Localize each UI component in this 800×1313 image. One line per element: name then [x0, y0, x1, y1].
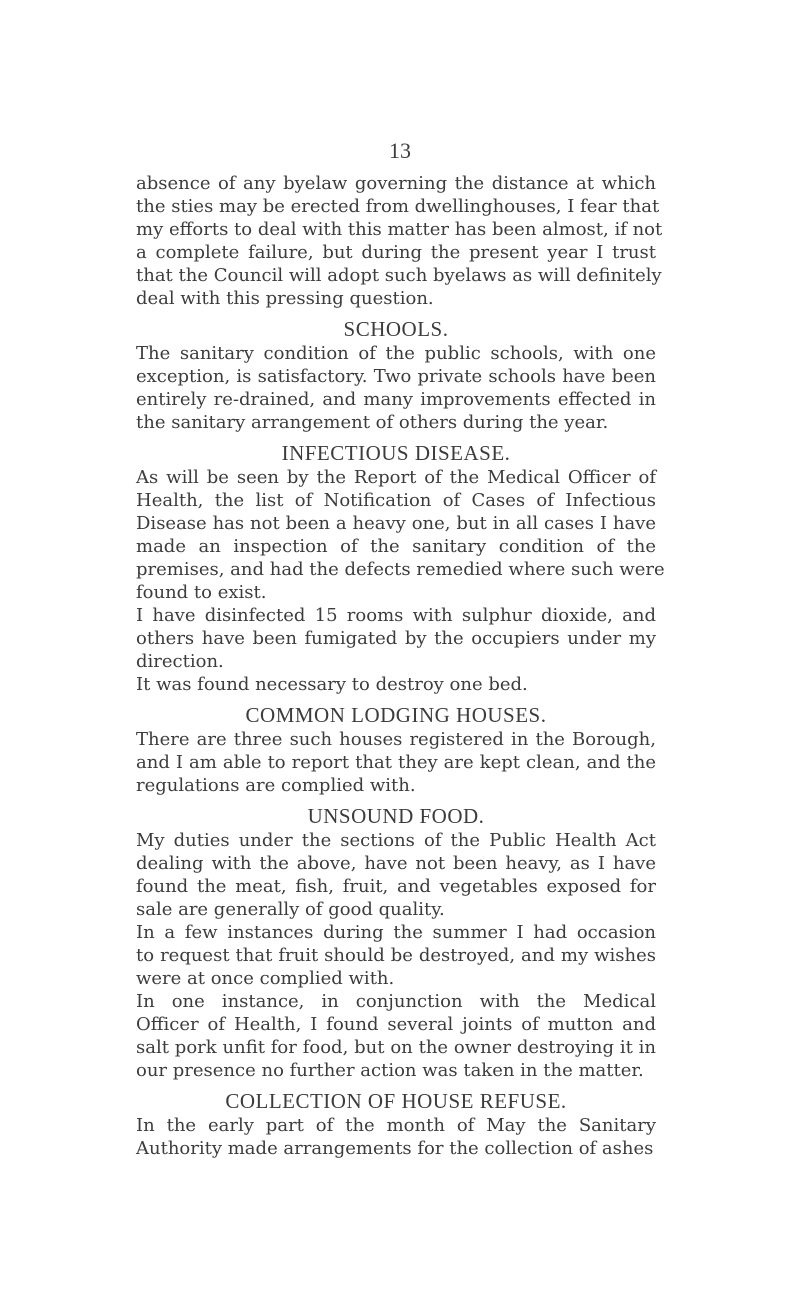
text-line: In a few instances during the summer I had occasion	[136, 922, 656, 943]
section-heading: SCHOOLS.	[343, 317, 449, 341]
text-line: It was found necessary to destroy one bed.	[136, 674, 528, 695]
section-heading: UNSOUND FOOD.	[307, 804, 485, 828]
text-line: premises, and had the defects remedied where such were	[136, 559, 665, 580]
paragraph	[136, 604, 656, 673]
text-line: Officer of Health, I found several joints of mutton and	[136, 1014, 656, 1035]
text-line: my efforts to deal with this matter has been almost, if not	[136, 219, 663, 240]
text-line: sale are generally of good quality.	[136, 899, 445, 920]
text-line: Disease has not been a heavy one, but in all cases I have	[136, 513, 656, 534]
text-line: absence of any byelaw governing the distance at which	[136, 173, 656, 194]
body-text	[136, 172, 665, 1160]
text-line: the sanitary arrangement of others during the year.	[136, 412, 609, 433]
text-line: dealing with the above, have not been heavy, as I have	[136, 853, 656, 874]
text-line: There are three such houses registered in the Borough,	[136, 729, 656, 750]
text-line: The sanitary condition of the public schools, with one	[136, 343, 656, 364]
text-line: Authority made arrangements for the collection of ashes	[136, 1138, 654, 1159]
text-line: found the meat, fish, fruit, and vegetables exposed for	[136, 876, 656, 897]
section-heading: COLLECTION OF HOUSE REFUSE.	[225, 1089, 567, 1113]
paragraph	[136, 673, 656, 696]
text-line: entirely re-drained, and many improvements effected in	[136, 389, 656, 410]
paragraph	[136, 342, 656, 434]
text-line: In the early part of the month of May the Sanitary	[136, 1115, 656, 1136]
text-line: and I am able to report that they are kept clean, and the	[136, 752, 656, 773]
text-line: deal with this pressing question.	[136, 288, 434, 309]
text-line: exception, is satisfactory. Two private schools have been	[136, 366, 656, 387]
text-line: were at once complied with.	[136, 968, 395, 989]
text-line: to request that fruit should be destroyed, and my wishes	[136, 945, 656, 966]
section-heading: COMMON LODGING HOUSES.	[245, 703, 547, 727]
paragraph	[136, 829, 656, 921]
text-line: our presence no further action was taken in the matter.	[136, 1060, 644, 1081]
text-line: that the Council will adopt such byelaws as will definitely	[136, 265, 662, 286]
text-line: My duties under the sections of the Public Health Act	[136, 830, 656, 851]
text-line: regulations are complied with.	[136, 775, 416, 796]
text-line: In one instance, in conjunction with the Medical	[136, 991, 656, 1012]
text-line: I have disinfected 15 rooms with sulphur dioxide, and	[136, 605, 656, 626]
text-line: made an inspection of the sanitary condition of the	[136, 536, 656, 557]
paragraph	[136, 172, 663, 310]
text-line: the sties may be erected from dwellinghouses, I fear that	[136, 196, 660, 217]
paragraph	[136, 466, 665, 604]
text-line: As will be seen by the Report of the Medical Officer of	[136, 467, 656, 488]
text-line: found to exist.	[136, 582, 267, 603]
paragraph	[136, 990, 656, 1082]
paragraph	[136, 728, 656, 797]
text-line: Health, the list of Notification of Cases of Infectious	[136, 490, 656, 511]
text-line: others have been fumigated by the occupiers under my	[136, 628, 656, 649]
text-line: a complete failure, but during the present year I trust	[136, 242, 656, 263]
page-number: 13	[389, 138, 411, 163]
text-line: direction.	[136, 651, 224, 672]
text-line: salt pork unfit for food, but on the owner destroying it in	[136, 1037, 656, 1058]
section-heading: INFECTIOUS DISEASE.	[281, 441, 511, 465]
paragraph	[136, 1114, 656, 1160]
paragraph	[136, 921, 656, 990]
